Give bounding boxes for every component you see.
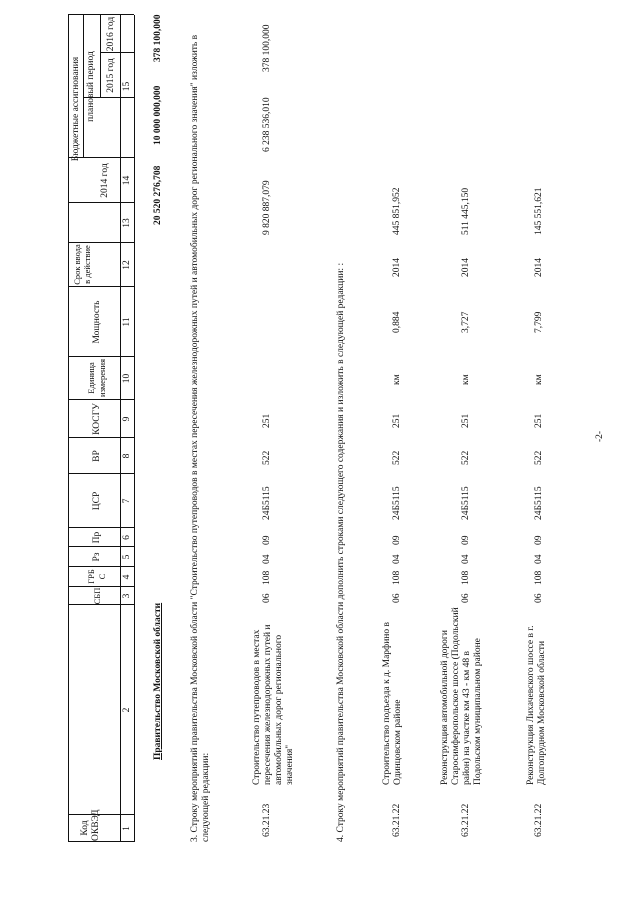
row-2014: 9 820 887,079: [262, 180, 272, 235]
col-number: 4: [122, 574, 132, 580]
table-line: [100, 15, 101, 98]
row-code: 63.21.22: [534, 803, 544, 837]
row-pr: 09: [262, 535, 272, 545]
row-vr: 522: [534, 450, 544, 465]
row-term: 2014: [534, 258, 544, 277]
header-2016: 2016 год: [106, 16, 116, 52]
org-total-2014: 20 520 276,708: [153, 165, 163, 225]
header-unit: Единица измерения: [86, 359, 107, 397]
row-term: 2014: [461, 258, 471, 277]
row-csr: 24Б5115: [392, 486, 402, 520]
row-rz: 04: [461, 554, 471, 564]
row-code: 63.21.22: [392, 803, 402, 837]
paragraph-3: 3. Строку мероприятий правительства Московской области "Строительство путепроводов в местах пересечения железнодорожных путей и автомобильных дорог регионального значения" изложить в следующей редакции:: [190, 34, 211, 842]
row-csr: 24Б5115: [461, 486, 471, 520]
table-line: [120, 15, 121, 842]
table-line: [134, 15, 135, 842]
table-line: [68, 15, 69, 842]
col-number: 10: [122, 373, 132, 384]
header-plan: плановый период: [86, 51, 96, 122]
paragraph-4: 4. Строку мероприятий правительства Московской области дополнить строками следующего содержания и изложить в следующей редакции: :: [336, 262, 346, 842]
row-2014: 145 551,621: [534, 187, 544, 235]
table-line: [83, 15, 84, 158]
row-name: Реконструкция автомобильной дороги Старосимферопольское шоссе (Подольский район) на участке км 43 - км 48 в Подольском муниципальном районе: [440, 607, 483, 785]
row-pr: 09: [534, 535, 544, 545]
col-number: 13: [122, 218, 132, 228]
row-vr: 522: [461, 450, 471, 465]
row-grbs: 108: [262, 570, 272, 585]
header-rz: Рз: [92, 552, 102, 562]
row-grbs: 108: [534, 570, 544, 585]
row-sbp: 06: [461, 593, 471, 603]
row-vr: 522: [392, 450, 402, 465]
row-2014: 445 851,952: [392, 187, 402, 235]
row-rz: 04: [262, 554, 272, 564]
row-2016: 378 100,000: [262, 24, 272, 72]
header-pr: Пр: [92, 531, 102, 544]
header-grbs: ГРБ С: [86, 569, 107, 584]
row-2014: 511 445,150: [461, 187, 471, 235]
row-capacity: 7,799: [534, 311, 544, 333]
col-number: 14: [122, 175, 132, 186]
row-sbp: 06: [534, 593, 544, 603]
row-grbs: 108: [461, 570, 471, 585]
page-number: -2-: [595, 430, 605, 442]
header-2015: 2015 год: [106, 58, 116, 93]
row-term: 2014: [392, 258, 402, 277]
row-rz: 04: [534, 554, 544, 564]
col-number: 8: [122, 453, 132, 459]
header-2014: 2014 год: [100, 163, 110, 198]
row-unit: км: [461, 374, 471, 385]
col-number: 15: [122, 81, 132, 92]
header-capacity: Мощность: [92, 300, 102, 344]
header-csr: ЦСР: [92, 491, 102, 511]
header-budget: Бюджетные ассигнования: [71, 56, 81, 162]
header-term: Срок ввода в действие: [72, 244, 92, 285]
row-capacity: 0,884: [392, 311, 402, 333]
col-number: 1: [122, 826, 132, 831]
row-code: 63.21.22: [461, 803, 471, 837]
row-code: 63.21.23: [262, 803, 272, 837]
row-rz: 04: [392, 554, 402, 564]
row-kosgu: 251: [461, 413, 471, 428]
row-name: Реконструкция Лихачевского шоссе в г. Долгопрудном Московской области: [526, 625, 547, 785]
col-number: 7: [122, 498, 132, 504]
org-total-2015: 10 000 000,000: [153, 85, 163, 145]
header-code: Код ОКВЭД: [80, 809, 101, 841]
col-number: 11: [122, 317, 132, 327]
col-number: 12: [122, 260, 132, 270]
row-pr: 09: [461, 535, 471, 545]
col-number: 5: [122, 554, 132, 560]
row-2015: 6 238 536,010: [262, 97, 272, 152]
row-sbp: 06: [262, 593, 272, 603]
row-name: Строительство путепроводов в местах пересечения железнодорожных путей и автомобильных дорог регионального значения": [252, 624, 295, 785]
header-vr: ВР: [92, 450, 102, 462]
row-capacity: 3,727: [461, 311, 471, 333]
row-unit: км: [392, 374, 402, 385]
header-sbp: СБП: [92, 587, 102, 605]
col-number: 6: [122, 535, 132, 540]
row-pr: 09: [392, 535, 402, 545]
row-vr: 522: [262, 450, 272, 465]
row-name: Строительство подъезда к д. Марфино в Одинцовском районе: [382, 622, 403, 785]
row-sbp: 06: [392, 593, 402, 603]
row-kosgu: 251: [534, 413, 544, 428]
row-kosgu: 251: [262, 413, 272, 428]
row-csr: 24Б5115: [262, 486, 272, 520]
org-total-2016: 378 100,000: [153, 14, 163, 62]
row-grbs: 108: [392, 570, 402, 585]
row-kosgu: 251: [392, 413, 402, 428]
col-number: 2: [122, 707, 132, 713]
header-kosgu: КОСГУ: [92, 403, 102, 435]
col-number: 3: [122, 593, 132, 599]
row-unit: км: [534, 374, 544, 385]
org-name: Правительство Московской области: [153, 602, 163, 760]
row-csr: 24Б5115: [534, 486, 544, 520]
col-number: 9: [122, 416, 132, 422]
